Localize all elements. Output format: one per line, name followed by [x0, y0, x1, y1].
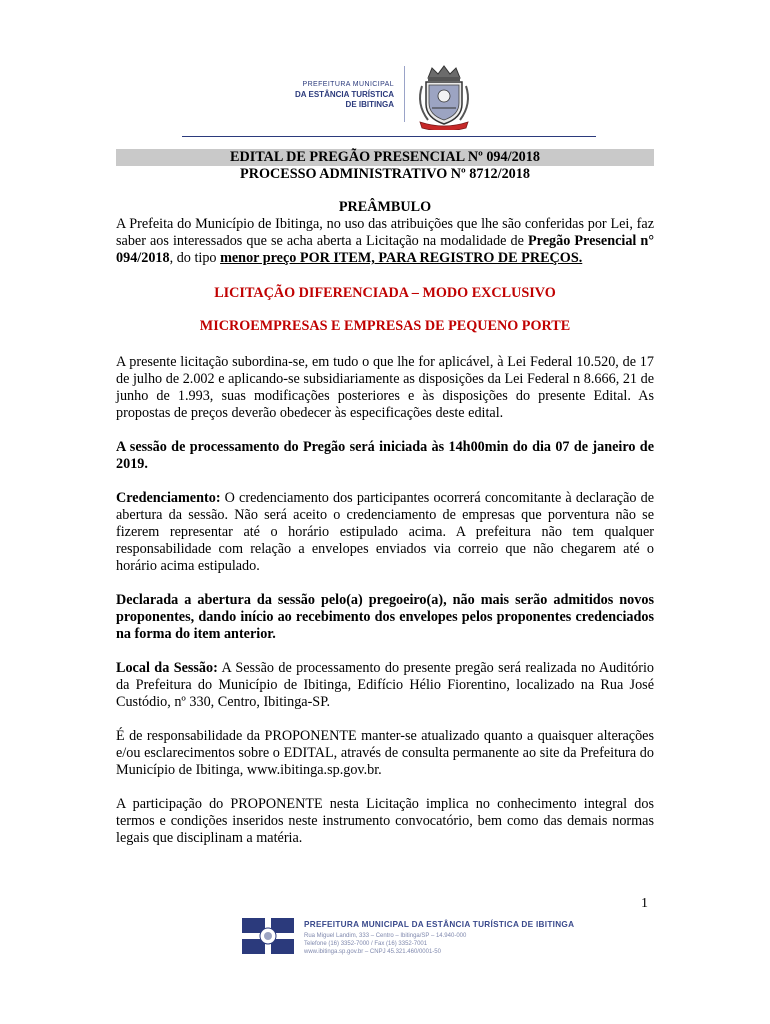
- credenciamento-paragraph: [116, 490, 654, 575]
- preamble-heading: PREÂMBULO: [338, 199, 432, 215]
- participation-paragraph: A participação do PROPONENTE nesta Licitação implica no conhecimento integral dos termos e condições inseridos neste instrumento convocatório, bem como das demais normas legais que disciplinam a matéria.: [116, 796, 654, 846]
- processo-subtitle: PROCESSO ADMINISTRATIVO Nº 8712/2018: [240, 166, 530, 182]
- logo-line-1: PREFEITURA MUNICIPAL: [302, 81, 394, 88]
- footer-title: PREFEITURA MUNICIPAL DA ESTÂNCIA TURÍSTICA DE IBITINGA: [304, 920, 575, 929]
- session-start-paragraph: A sessão de processamento do Pregão será iniciada às 14h00min do dia 07 de janeiro de 2019.: [116, 439, 654, 472]
- logo-line-3: DE IBITINGA: [345, 100, 394, 109]
- footer-phone: Telefone (16) 3352-7000 / Fax (16) 3352-7001: [304, 941, 428, 947]
- local-sessao-text: A Sessão de processamento do presente pregão será realizada no Auditório da Prefeitura do Município de Ibitinga, Edifício Hélio Fiorentino, localizado na Rua José Custódio, nº 330, Centro, Ibitinga-SP.: [116, 660, 655, 710]
- preamble-pregao-number: Pregão Presencial n° 094/2018: [116, 233, 654, 266]
- local-sessao-label: Local da Sessão:: [116, 660, 218, 676]
- preamble-tipo: menor preço POR ITEM, PARA REGISTRO DE PREÇOS.: [220, 250, 583, 266]
- footer-contact: [304, 920, 575, 956]
- credenciamento-text: O credenciamento dos participantes ocorrerá concomitante à declaração de abertura da sessão. Não será aceito o credenciamento de empresas que porventura não se fizerem representar até o horário estipulado acima. A prefeitura não tem qualquer responsabilidade com relação a envelopes enviados via correio que não chegarem até o horário acima estipulado.: [116, 490, 654, 574]
- preamble-paragraph: [116, 216, 654, 267]
- page-number: 1: [641, 896, 648, 911]
- document-body: [116, 149, 654, 847]
- logo-line-2: DA ESTÂNCIA TURÍSTICA: [295, 90, 394, 99]
- licitacao-diferenciada-heading: LICITAÇÃO DIFERENCIADA – MODO EXCLUSIVO: [214, 285, 556, 301]
- declared-opening-paragraph: Declarada a abertura da sessão pelo(a) pregoeiro(a), não mais serão admitidos novos proponentes, dando início ao recebimento dos envelopes pelos proponentes credenciados na forma do item anterior.: [116, 592, 654, 642]
- law-paragraph: A presente licitação subordina-se, em tudo o que lhe for aplicável, à Lei Federal 10.520, de 17 de julho de 2.002 e aplicando-se subsidiariamente as disposições da Lei Federal n 8.666, 21 de junho de 1.993, suas modificações posteriores e às disposições do presente Edital. As propostas de preços deverão obedecer às especificações deste edital.: [116, 354, 654, 421]
- prefeitura-logo-text: [274, 80, 394, 110]
- header-rule: [182, 136, 596, 137]
- preamble-text-1: A Prefeita do Município de Ibitinga, no uso das atribuições que lhe são conferidas por Lei, faz saber aos interessados que se acha aberta a Licitação na modalidade de: [116, 216, 654, 249]
- footer-site: www.ibitinga.sp.gov.br – CNPJ 45.321.460/0001-50: [304, 949, 441, 955]
- local-sessao-paragraph: [116, 660, 654, 711]
- coat-of-arms-icon: [414, 64, 474, 130]
- responsibility-paragraph: É de responsabilidade da PROPONENTE manter-se atualizado quanto a quaisquer alterações e/ou esclarecimentos sobre o EDITAL, através de consulta permanente ao site da Prefeitura do Município de Ibitinga, www.ibitinga.sp.gov.br.: [116, 728, 654, 778]
- municipal-flag-icon: [242, 918, 294, 954]
- microempresas-heading: MICROEMPRESAS E EMPRESAS DE PEQUENO PORTE: [199, 318, 571, 334]
- logo-divider: [404, 66, 405, 122]
- edital-title: EDITAL DE PREGÃO PRESENCIAL Nº 094/2018: [116, 149, 654, 166]
- credenciamento-label: Credenciamento:: [116, 490, 221, 506]
- preamble-text-2: , do tipo: [169, 250, 221, 266]
- footer-address: Rua Miguel Landim, 333 – Centro – Ibitinga/SP – 14.940-000: [304, 933, 467, 939]
